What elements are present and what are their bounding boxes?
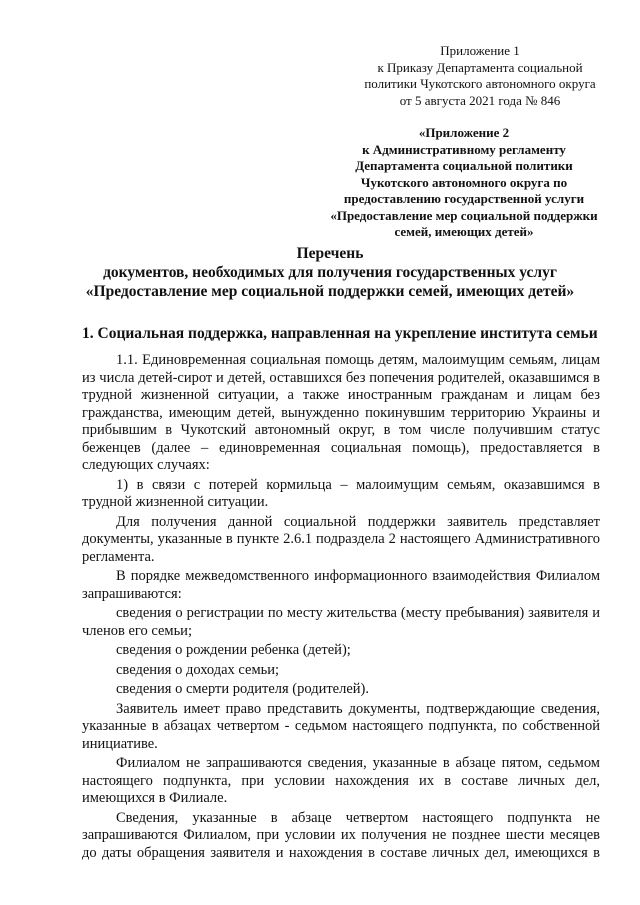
paragraph: В порядке межведомственного информационного взаимодействия Филиалом запрашиваются: — [82, 568, 600, 602]
appendix-2-header — [328, 125, 600, 241]
section-1-heading: 1. Социальная поддержка, направленная на укрепление института семьи — [82, 325, 598, 342]
appendix-2-line: «Предоставление мер социальной поддержки — [330, 207, 598, 223]
appendix-1-line: политики Чукотского автономного округа — [364, 76, 596, 91]
paragraph: сведения о смерти родителя (родителей). — [116, 681, 369, 697]
paragraph: Сведения, указанные в абзаце четвертом настоящего подпункта не запрашиваются Филиалом, при условии их получения не позднее шести месяцев до даты обращения заявителя и нахождения в составе личных дел, имеющихся в — [82, 809, 600, 861]
paragraph: сведения о рождении ребенка (детей); — [116, 642, 351, 658]
appendix-2-line: Чукотского автономного округа по — [360, 174, 568, 190]
paragraph: 1) в связи с потерей кормильца – малоимущим семьям, оказавшимся в трудной жизненной ситуации. — [82, 476, 600, 510]
document-title — [60, 244, 600, 301]
appendix-2-line: Департамента социальной политики — [355, 158, 573, 173]
paragraph: Заявитель имеет право представить документы, подтверждающие сведения, указанные в абзацах четвертом - седьмом настоящего подпункта, по собственной инициативе. — [82, 700, 600, 752]
paragraph: Для получения данной социальной поддержки заявитель представляет документы, указанные в пункте 2.6.1 подраздела 2 настоящего Административного регламента. — [82, 513, 600, 565]
title-line: Перечень — [296, 245, 364, 262]
appendix-2-line: семей, имеющих детей» — [394, 224, 534, 239]
appendix-1-line: к Приказу Департамента социальной — [377, 59, 583, 75]
paragraph: сведения о доходах семьи; — [116, 661, 280, 678]
appendix-1-line: Приложение 1 — [440, 43, 520, 58]
paragraph: Филиалом не запрашиваются сведения, указанные в абзаце пятом, седьмом настоящего подпункта, при условии нахождения их в составе личных дел, имеющихся в Филиале. — [82, 755, 600, 806]
appendix-1-header — [360, 43, 600, 109]
appendix-2-line: предоставлению государственной услуги — [343, 191, 585, 206]
appendix-2-line: к Административному регламенту — [362, 141, 566, 157]
paragraph: 1.1. Единовременная социальная помощь детям, малоимущим семьям, лицам из числа детей-сирот и детей, оставшихся без попечения родителей, оказавшимся в трудной жизненной ситуации, а также иностранным гражданам и лицам без гражданства, имеющим детей, вынужденно покинувшим территорию Украины и прибывшим в Чукотский автономный округ, в том числе получившим статус беженцев (далее – единовременная социальная помощь), предоставляется в следующих случаях: — [82, 352, 600, 473]
paragraph: сведения о регистрации по месту жительства (месту пребывания) заявителя и членов его семьи; — [82, 605, 600, 639]
title-line: документов, необходимых для получения государственных услуг — [103, 264, 557, 281]
appendix-1-line: от 5 августа 2021 года № 846 — [399, 92, 561, 108]
appendix-2-line: «Приложение 2 — [418, 125, 510, 140]
section-1-body — [82, 352, 600, 864]
title-line: «Предоставление мер социальной поддержки семей, имеющих детей» — [85, 283, 575, 300]
